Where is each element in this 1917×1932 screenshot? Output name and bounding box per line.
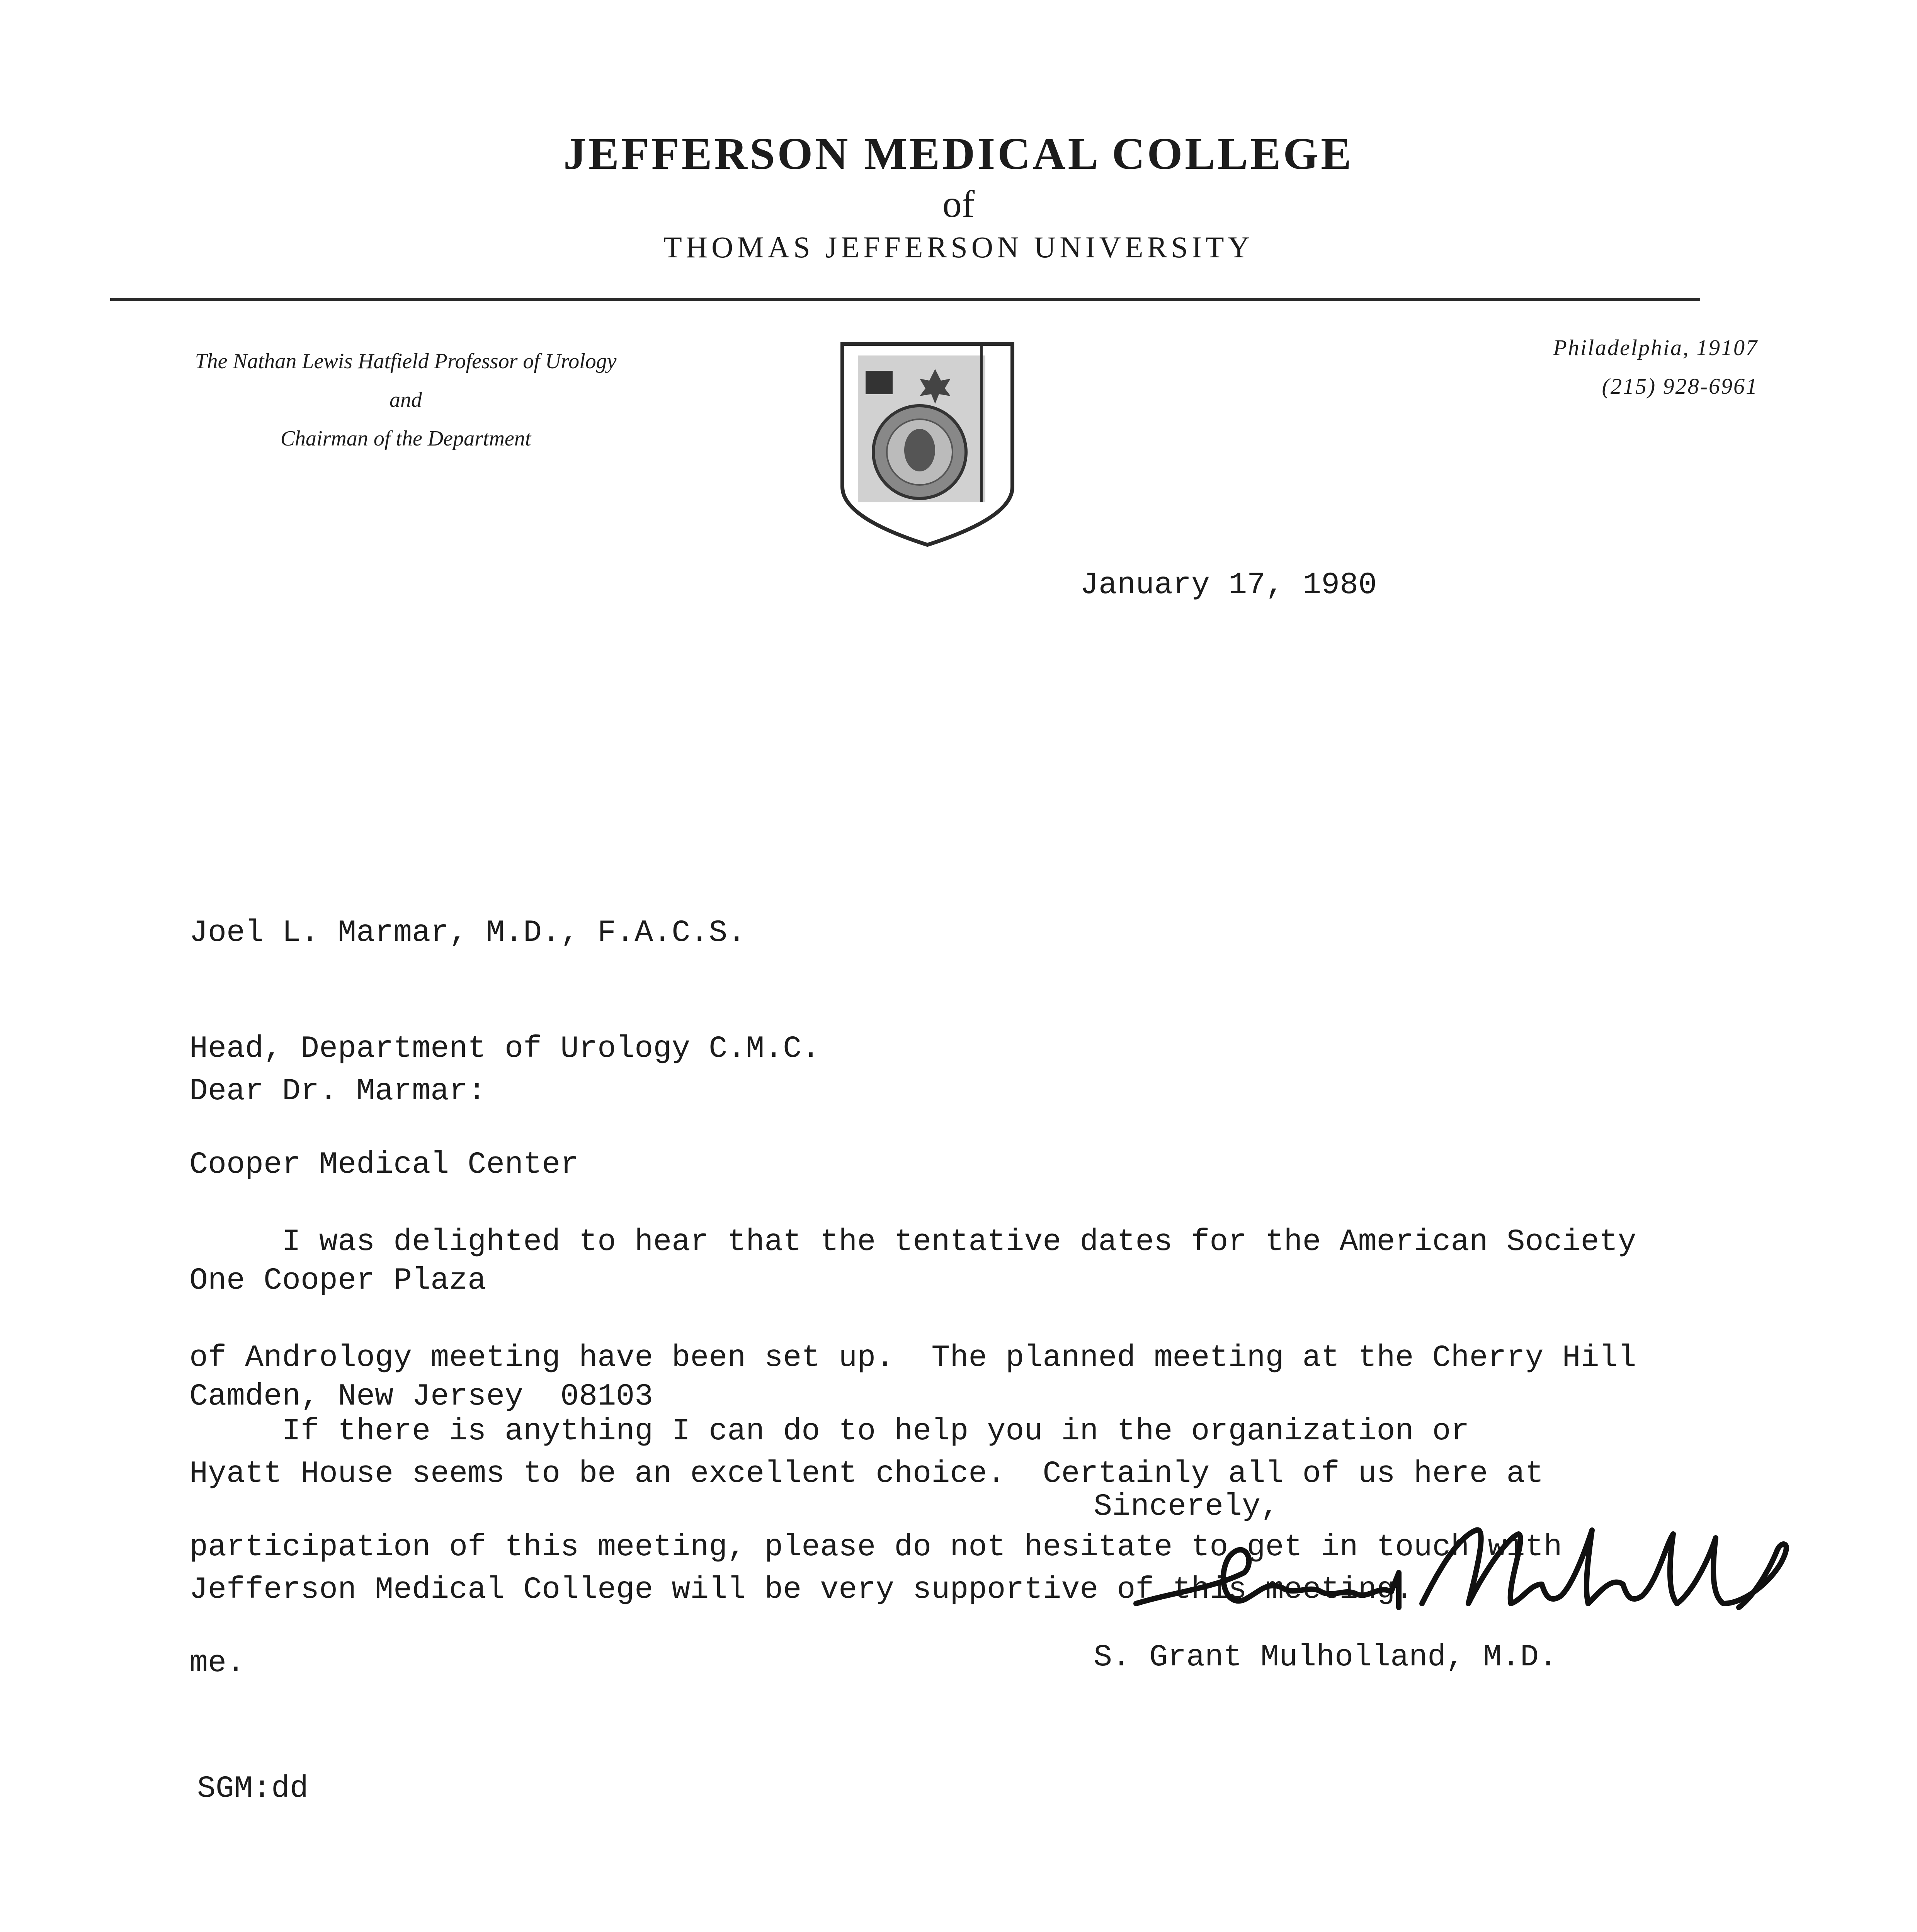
address-line: Joel L. Marmar, M.D., F.A.C.S. [189, 915, 746, 951]
department-line-3: Chairman of the Department [280, 427, 531, 451]
salutation: Dear Dr. Marmar: [189, 1074, 486, 1109]
address-line: Camden, New Jersey 08103 [189, 1379, 653, 1414]
address-line: Head, Department of Urology C.M.C. [189, 1031, 820, 1066]
department-title [77, 342, 734, 458]
department-line-2: and [390, 388, 422, 412]
paragraph-line: participation of this meeting, please do not hesitate to get in touch with [189, 1530, 1562, 1565]
letter-date: January 17, 1980 [1080, 568, 1377, 603]
department-line-1: The Nathan Lewis Hatfield Professor of Urology [195, 349, 617, 373]
handwritten-signature [1128, 1515, 1824, 1631]
paragraph-line: me. [189, 1646, 245, 1681]
paragraph-line: Jefferson Medical College will be very supportive of this meeting. [189, 1572, 1414, 1607]
letterhead-rule [110, 298, 1700, 301]
address-line: One Cooper Plaza [189, 1263, 486, 1298]
college-contact [1391, 328, 1758, 406]
address-line: Cooper Medical Center [189, 1147, 579, 1182]
college-phone: (215) 928-6961 [1602, 374, 1758, 399]
paragraph-line: Hyatt House seems to be an excellent choice. Certainly all of us here at [189, 1456, 1544, 1492]
institution-name: JEFFERSON MEDICAL COLLEGE [563, 128, 1354, 179]
letterhead-of: of [942, 182, 975, 225]
college-city: Philadelphia, 19107 [1553, 335, 1758, 360]
paragraph-line: If there is anything I can do to help you in the organization or [189, 1414, 1470, 1449]
university-name: THOMAS JEFFERSON UNIVERSITY [663, 230, 1254, 264]
closing: Sincerely, [1094, 1489, 1279, 1524]
typist-initials: SGM:dd [197, 1771, 309, 1806]
signer-name: S. Grant Mulholland, M.D. [1094, 1640, 1558, 1675]
university-crest-icon [835, 336, 1020, 553]
paragraph-line: of Andrology meeting have been set up. The planned meeting at the Cherry Hill [189, 1340, 1636, 1376]
paragraph-line: I was delighted to hear that the tentative dates for the American Society [189, 1225, 1636, 1260]
